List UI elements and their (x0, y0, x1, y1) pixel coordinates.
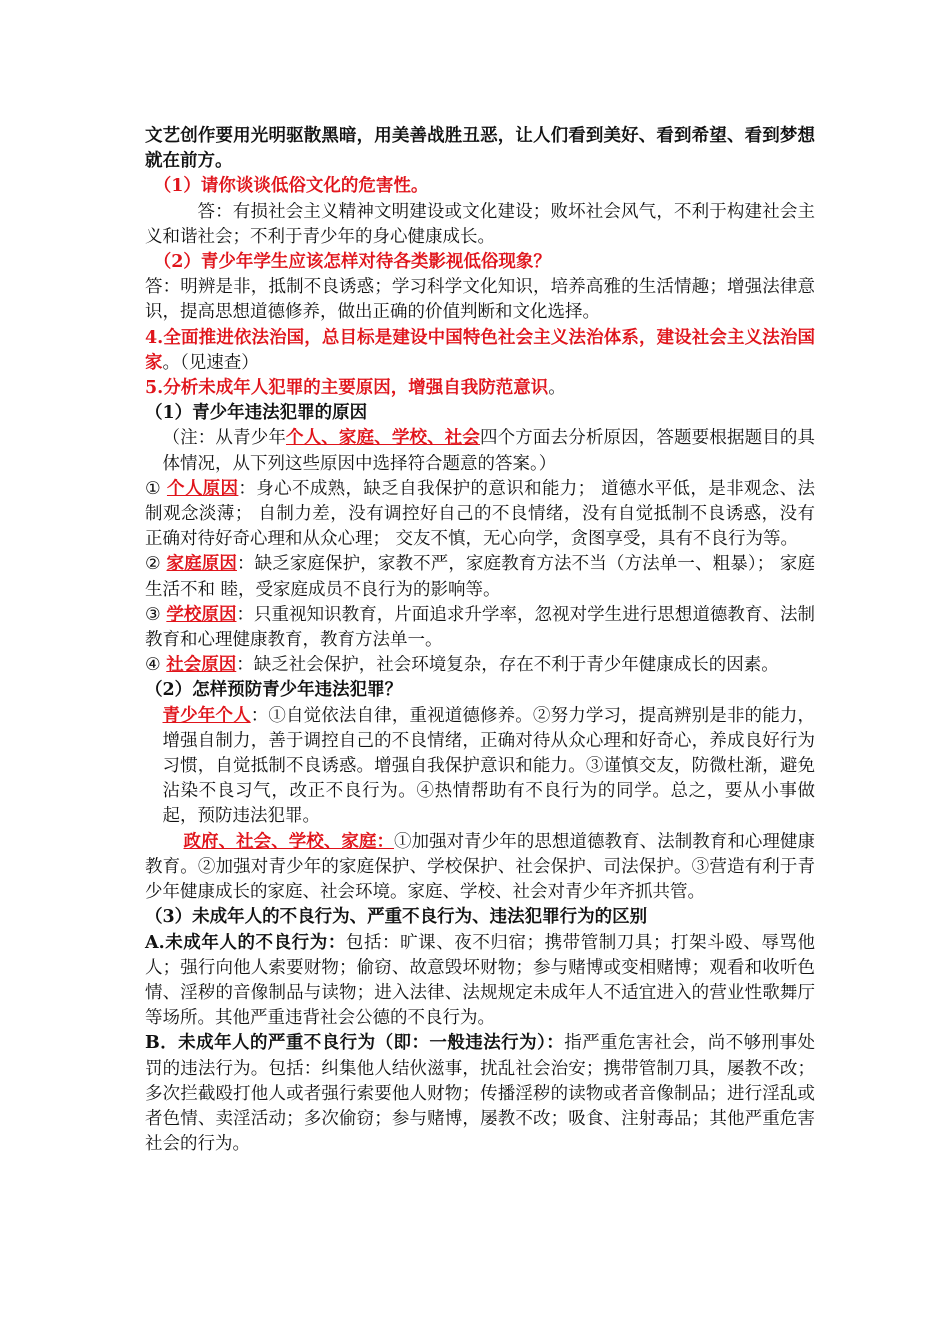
category-text: 指严重危害社会，尚不够刑事处罚的违法行为。包括：纠集他人结伙滋事，扰乱社会治安；携带管制刀具，屡教不改；多次拦截殴打他人或者强行索要他人财物；传播淫秽的读物或者音像制品；进行淫乱或者色情、卖淫活动；多次偷窃；参与赌博，屡教不改；吸食、注射毒品；其他严重危害社会的行为。 (145, 1033, 815, 1155)
category-b (145, 1031, 815, 1157)
prevention-individual (145, 704, 815, 830)
reason-label: 社会原因 (166, 655, 237, 676)
prevention-label: 青少年个人 (162, 705, 251, 726)
point-5 (145, 376, 815, 401)
reason-label: 家庭原因 (166, 554, 237, 575)
reason-number: ② (145, 554, 161, 575)
reason-personal (145, 477, 815, 553)
note-suffix: 四个方面去分析原因，答题要根据题目的具体情况，从下列这些原因中选择符合题意的答案。） (162, 428, 816, 474)
question-2: （2）青少年学生应该怎样对待各类影视低俗现象？ (153, 252, 551, 273)
section-2-title: （2）怎样预防青少年违法犯罪？ (145, 680, 403, 701)
reason-number: ④ (145, 655, 161, 676)
intro-paragraph: 文艺创作要用光明驱散黑暗，用美善战胜丑恶，让人们看到美好、看到希望、看到梦想就在前方。 (145, 126, 815, 172)
reason-number: ③ (145, 604, 161, 625)
document-page (145, 124, 815, 1157)
point-4 (145, 326, 815, 376)
point-5-heading: 5.分析未成年人犯罪的主要原因，增强自我防范意识 (145, 378, 549, 399)
point-4-tail: 。（见速查） (162, 352, 259, 373)
reason-text: ：缺乏家庭保护，家教不严，家庭教育方法不当（方法单一、粗暴）； 家庭生活不和 睦，受家庭成员不良行为的影响等。 (145, 554, 815, 600)
reason-text: ：缺乏社会保护，社会环境复杂，存在不利于青少年健康成长的因素。 (236, 655, 779, 676)
reason-text: ：身心不成熟，缺乏自我保护的意识和能力； 道德水平低，是非观念、法制观念淡薄； 自制力差，没有调控好自己的不良情绪，没有自觉抵制不良诱惑，没有正确对待好奇心理和从众心理； 交友不慎，无心向学，贪图享受，具有不良行为等。 (145, 478, 815, 550)
section-1-note (145, 426, 815, 476)
note-prefix: （注：从青少年 (162, 428, 286, 449)
category-label: A.未成年人的不良行为： (145, 932, 346, 953)
answer-1: 答：有损社会主义精神文明建设或文化建设；败坏社会风气，不利于构建社会主义和谐社会；不利于青少年的身心健康成长。 (145, 201, 815, 247)
reason-school (145, 603, 815, 653)
reason-society (145, 653, 815, 678)
note-underlined: 个人、家庭、学校、社会 (285, 428, 481, 449)
section-1-title: （1）青少年违法犯罪的原因 (145, 403, 368, 424)
prevention-label: 政府、社会、学校、家庭： (183, 831, 395, 852)
category-a (145, 931, 815, 1032)
category-text: 包括：旷课、夜不归宿；携带管制刀具；打架斗殴、辱骂他人；强行向他人索要财物；偷窃、故意毁坏财物；参与赌博或变相赌博；观看和收听色情、淫秽的音像制品与读物；进入法律、法规规定未成年人不适宜进入的营业性歌舞厅等场所。其他严重违背社会公德的不良行为。 (145, 932, 816, 1029)
reason-text: ：只重视知识教育，片面追求升学率，忽视对学生进行思想道德教育、法制教育和心理健康教育，教育方法单一。 (145, 604, 816, 651)
section-3-title: （3）未成年人的不良行为、严重不良行为、违法犯罪行为的区别 (145, 907, 648, 928)
answer-2: 答：明辨是非，抵制不良诱惑；学习科学文化知识，培养高雅的生活情趣；增强法律意识，提高思想道德修养，做出正确的价值判断和文化选择。 (145, 277, 815, 323)
point-5-tail: 。 (548, 378, 566, 399)
reason-number: ① (145, 478, 162, 499)
question-1: （1）请你谈谈低俗文化的危害性。 (153, 176, 429, 197)
category-label: B．未成年人的严重不良行为（即：一般违法行为）： (145, 1033, 565, 1054)
reason-family (145, 552, 815, 602)
reason-label: 学校原因 (166, 604, 237, 625)
prevention-text: ①加强对青少年的思想道德教育、法制教育和心理健康教育。②加强对青少年的家庭保护、学校保护、社会保护、司法保护。③营造有利于青少年健康成长的家庭、社会环境。家庭、学校、社会对青少年齐抓共管。 (145, 831, 815, 903)
point-4-heading: 4.全面推进依法治国，总目标是建设中国特色社会主义法治体系，建设社会主义法治国家 (145, 327, 815, 373)
prevention-text: ：①自觉依法自律，重视道德修养。②努力学习，提高辨别是非的能力，增强自制力，善于调控自己的不良情绪，正确对待从众心理和好奇心，养成良好行为习惯，自觉抵制不良诱惑。增强自我保护意识和能力。③谨慎交友，防微杜渐，避免沾染不良习气，改正不良行为。④热情帮助有不良行为的同学。总之，要从小事做起，预防违法犯罪。 (162, 705, 816, 827)
prevention-society (145, 830, 815, 906)
reason-label: 个人原因 (166, 478, 239, 499)
